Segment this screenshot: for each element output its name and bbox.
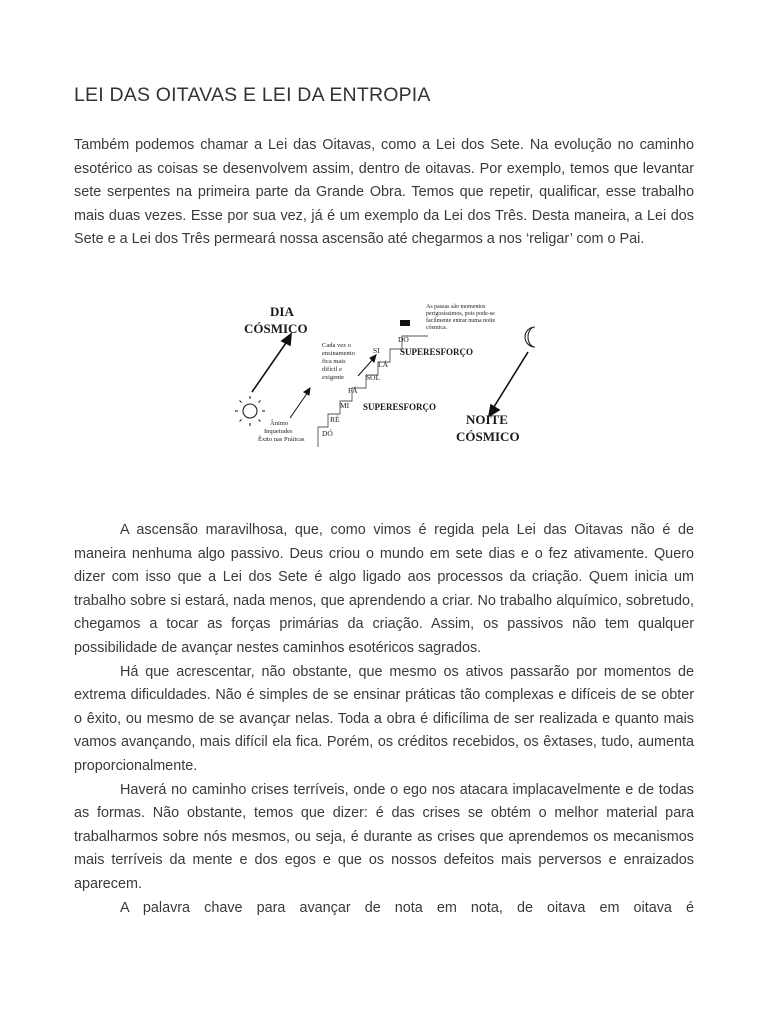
arrow-down-icon (489, 352, 528, 416)
note-do-high: DÓ (398, 335, 409, 344)
note-la: LÁ (378, 360, 388, 369)
arrow-up-icon (252, 334, 291, 392)
top-marker (400, 320, 410, 326)
paragraph-dificuldades: Há que acrescentar, não obstante, que mesmo os ativos passarão por momentos de extrema dificuldades. Não é simples de se ensinar práticas tão complexas e difíceis de se obter o êxito, ou mesmo de se avançar nelas. Toda a obra é dificílima de ser realizada e quanto mais vamos avançando, mais difícil ela fica. Porém, os créditos recebidos, os êxtases, tudo, aumenta proporcionalmente. (74, 663, 694, 774)
dia-label-line2: CÓSMICO (244, 321, 308, 336)
paragraph-crises: Haverá no caminho crises terríveis, onde o ego nos atacara implacavelmente e de todas as formas. Não obstante, temos que dizer: é das crises se obtém o melhor material para trabalharmos sobre nós mesmos, ou seja, é durante as crises que aprendemos os mecanismos mais terríveis da mente e dos egos e que os nossos defeitos mais perversos e enraizados aparecem. (74, 781, 694, 892)
svg-text:exigente: exigente (322, 374, 345, 381)
body-text (74, 519, 694, 920)
svg-text:fica mais: fica mais (322, 358, 346, 365)
dia-label-line1: DIA (270, 304, 294, 319)
superesforco-upper: SUPERESFORÇO (400, 347, 474, 357)
svg-text:difícil e: difícil e (322, 366, 343, 373)
intro-paragraph: Também podemos chamar a Lei das Oitavas, como a Lei dos Sete. Na evolução no caminho esotérico as coisas se desenvolvem assim, dentro de oitavas. Por exemplo, temos que levantar sete serpentes na primeira parte da Grande Obra. Temos que repetir, qualificar, esse trabalho mais duas vezes. Esse por sua vez, já é um exemplo da Lei dos Três. Desta maneira, a Lei dos Sete e a Lei dos Três permeará nossa ascensão até chegarmos a nos ‘religar’ com o Pai. (74, 137, 694, 248)
svg-text:Cada vez o: Cada vez o (322, 342, 351, 349)
teaching-note (322, 342, 355, 381)
superesforco-lower: SUPERESFORÇO (363, 402, 437, 412)
warning-note (426, 304, 495, 331)
svg-text:ensinamento: ensinamento (322, 350, 355, 357)
note-re: RÉ (330, 415, 340, 424)
note-si: SI (373, 346, 380, 355)
svg-text:Êxito nas Práticas: Êxito nas Práticas (258, 436, 305, 443)
svg-text:Ânimo: Ânimo (270, 420, 289, 427)
moon-icon (525, 327, 535, 347)
octave-diagram-svg (230, 300, 550, 447)
note-do-low: DÓ (322, 429, 333, 438)
paragraph-ascensao: A ascensão maravilhosa, que, como vimos é regida pela Lei das Oitavas não é de maneira nenhuma algo passivo. Deus criou o mundo em sete dias e o fez ativamente. Quero dizer com isso que a Lei dos Sete é algo ligado aos processos da criação. Quem inicia um trabalho sobre si estará, nada menos, que aprendendo a criar. No trabalho alquímico, sobretudo, chegamos a tocar as forças primárias da criação. Assim, os passivos não tem qualquer possibilidade de avançar nestes caminhos esotéricos sagrados. (74, 522, 694, 656)
svg-text:perigosíssimos, pois pode-se: perigosíssimos, pois pode-se (426, 311, 495, 317)
svg-text:facilmente entrar numa noite: facilmente entrar numa noite (426, 318, 496, 324)
document-title: LEI DAS OITAVAS E LEI DA ENTROPIA (74, 84, 431, 106)
noite-label-line1: NOITE (466, 412, 508, 427)
svg-text:Inquetudes: Inquetudes (264, 428, 293, 435)
octave-diagram (230, 300, 550, 447)
note-mi: MI (340, 401, 350, 410)
sun-icon (235, 396, 265, 426)
noite-label-line2: CÓSMICO (456, 429, 520, 444)
paragraph-palavra-chave: A palavra chave para avançar de nota em nota, de oitava em oitava é (120, 899, 694, 916)
note-sol: SOL (366, 373, 381, 382)
svg-text:As passas são momentos: As passas são momentos (426, 304, 486, 310)
note-fa: FÁ (348, 386, 358, 395)
start-note (258, 419, 305, 443)
svg-text:cósmica.: cósmica. (426, 325, 448, 331)
